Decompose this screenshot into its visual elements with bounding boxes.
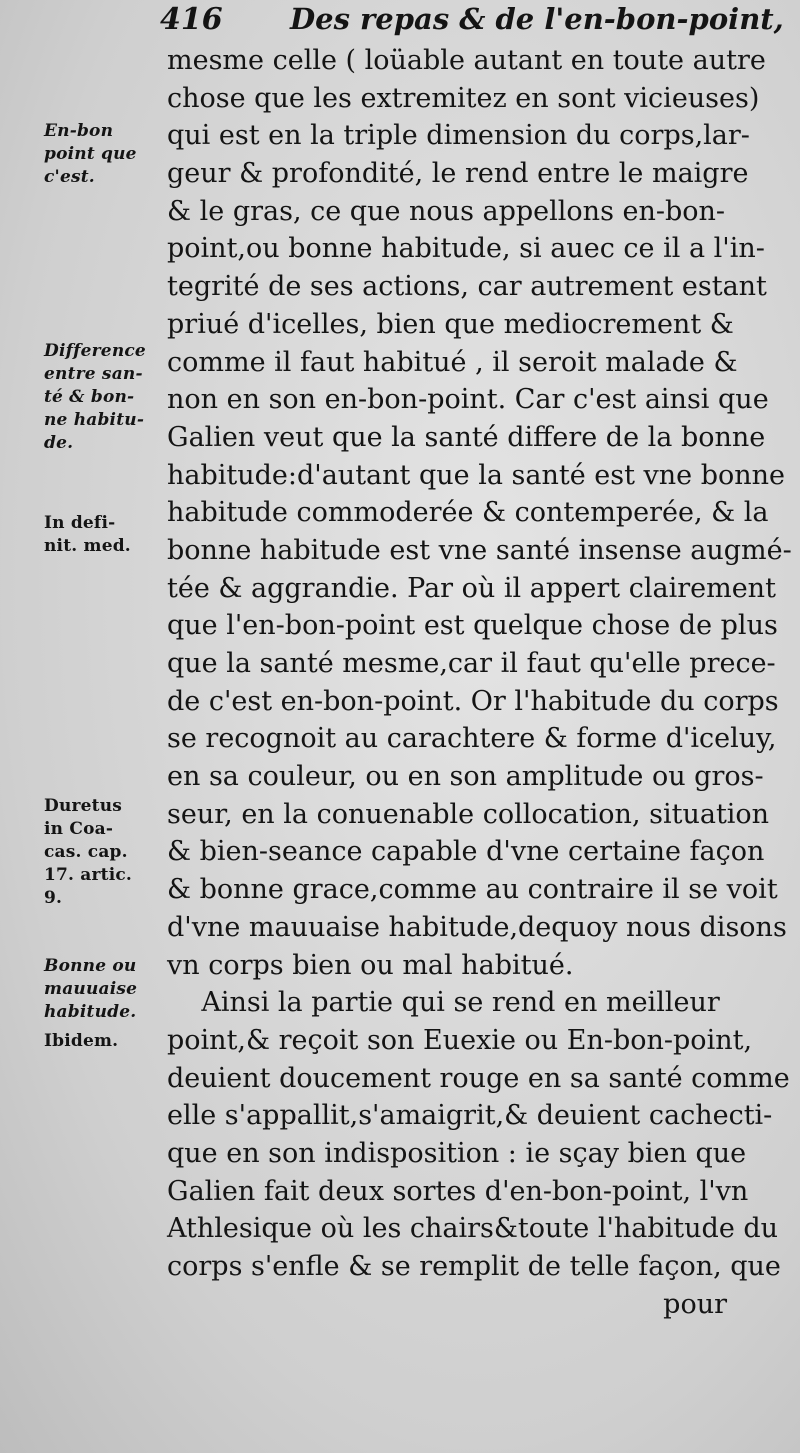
margin-note-line: nit. med. [44,536,131,556]
margin-note-line: de. [44,433,74,453]
text-line: comme il faut habitué , il seroit malade & [167,346,738,378]
text-line: que l'en-bon-point est quelque chose de plus [167,610,778,642]
margin-note-line: 9. [44,888,63,908]
text-line: vn corps bien ou mal habitué. [167,949,574,981]
text-line: & bien-seance capable d'vne certaine façon [167,836,765,868]
margin-note-line: In defi- [44,513,116,533]
margin-note-line: Ibidem. [44,1031,119,1051]
text-line: tegrité de ses actions, car autrement estant [167,271,767,303]
text-line: deuient doucement rouge en sa santé comme [167,1062,790,1094]
margin-note-bonne-mauuaise [44,955,169,1024]
margin-note-line: c'est. [44,167,95,187]
text-line: non en son en-bon-point. Car c'est ainsi que [167,384,769,416]
margin-note-in-defin [44,512,169,558]
page-number: 416 [160,2,223,37]
text-line: chose que les extremitez en sont vicieuses) [167,82,760,114]
text-line: mesme celle ( loüable autant en toute autre [167,45,766,76]
margin-note-line: mauuaise [44,979,138,999]
text-line: Galien veut que la santé differe de la bonne [167,421,766,453]
margin-note-duretus [44,795,169,910]
margin-note-line: habitude. [44,1002,137,1022]
margin-note-line: Difference [44,341,146,361]
text-line: elle s'appallit,s'amaigrit,& deuient cachecti- [167,1100,773,1132]
text-line: bonne habitude est vne santé insense augmé- [167,534,792,566]
catchword: pour [663,1288,727,1320]
margin-note-difference [44,340,169,455]
margin-note-en-bon-point [44,120,169,189]
text-line: seur, en la conuenable collocation, situation [167,798,770,830]
text-line: point,& reçoit son Euexie ou En-bon-point, [167,1024,753,1056]
margin-note-line: cas. cap. [44,842,128,862]
text-line: que la santé mesme,car il faut qu'elle prece- [167,648,776,679]
margin-note-line: point que [44,144,137,164]
margin-note-ibidem [44,1030,169,1053]
margin-note-line: Bonne ou [44,956,137,976]
margin-note-line: 17. artic. [44,865,133,885]
text-line: en sa couleur, ou en son amplitude ou gros- [167,761,764,793]
body-text [167,42,792,1323]
text-line: Ainsi la partie qui se rend en meilleur [167,987,720,1019]
margin-note-line: in Coa- [44,819,114,839]
margin-note-line: En-bon [44,121,114,141]
text-line: qui est en la triple dimension du corps,lar- [167,120,750,152]
text-line: Athlesique où les chairs&toute l'habitude du [167,1213,779,1245]
text-line: habitude commoderée & contemperée, & la [167,497,769,529]
text-line: Galien fait deux sortes d'en-bon-point, l'vn [167,1175,749,1207]
margin-note-line: entre san- [44,364,143,384]
margin-note-line: ne habitu- [44,410,145,430]
text-line: tée & aggrandie. Par où il appert clairement [167,572,776,604]
running-title: Des repas & de l'en-bon-point, [290,2,784,36]
text-line: de c'est en-bon-point. Or l'habitude du corps [167,685,779,717]
text-line: & le gras, ce que nous appellons en-bon- [167,195,726,227]
text-line: corps s'enfle & se remplit de telle façon, que [167,1251,781,1282]
text-line: point,ou bonne habitude, si auec ce il a l'in- [167,233,765,265]
margin-note-line: Duretus [44,796,123,816]
text-line: que en son indisposition : ie sçay bien que [167,1137,747,1169]
text-line: geur & profondité, le rend entre le maigre [167,158,749,190]
text-line: habitude:d'autant que la santé est vne bonne [167,459,786,491]
text-line: & bonne grace,comme au contraire il se voit [167,874,778,906]
margin-note-line: té & bon- [44,387,135,407]
text-line: se recognoit au carachtere & forme d'iceluy, [167,723,777,755]
text-line: d'vne mauuaise habitude,dequoy nous disons [167,911,787,943]
text-line: priué d'icelles, bien que mediocrement & [167,308,734,340]
